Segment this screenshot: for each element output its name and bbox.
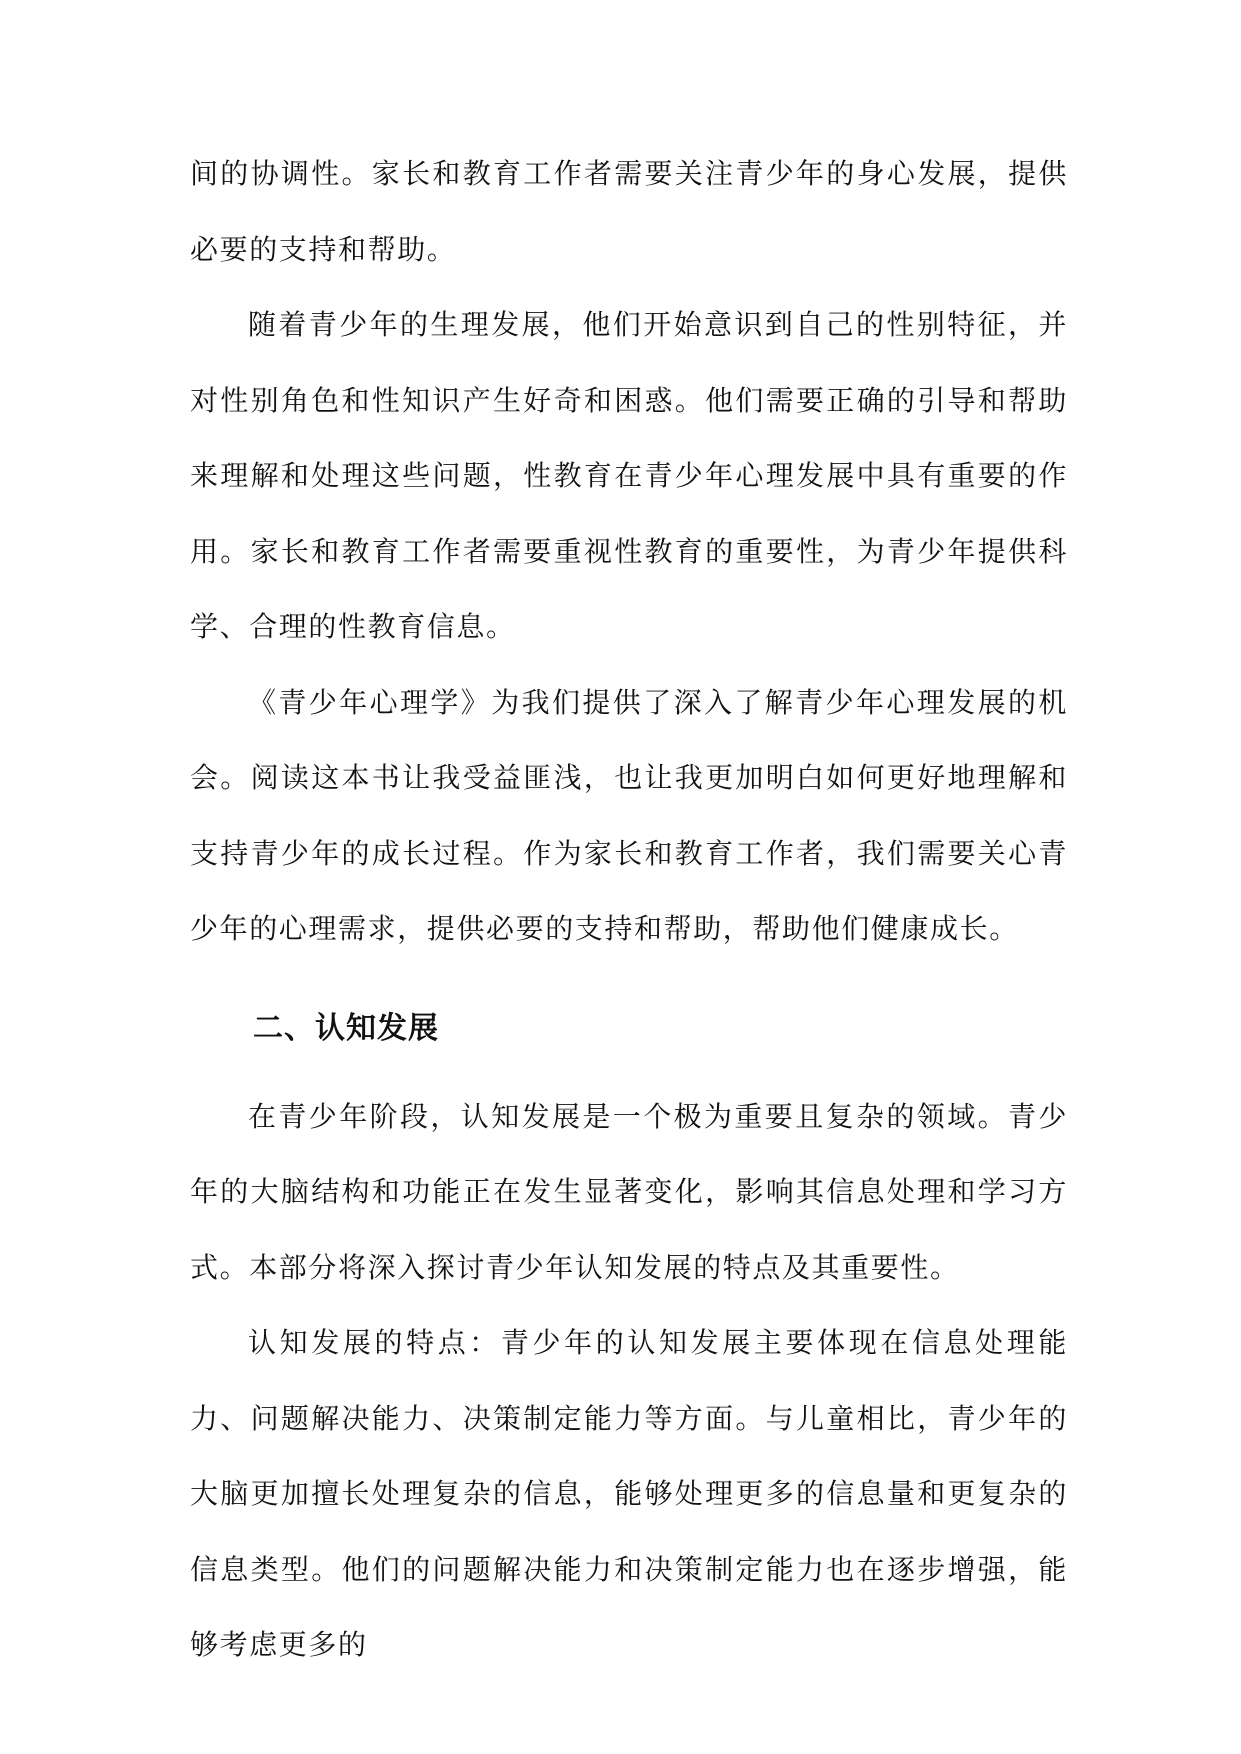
body-paragraph: 认知发展的特点：青少年的认知发展主要体现在信息处理能力、问题解决能力、决策制定能力等方面。与儿童相比，青少年的大脑更加擅长处理复杂的信息，能够处理更多的信息量和更复杂的信息类型。他们的问题解决能力和决策制定能力也在逐步增强，能够考虑更多的 bbox=[190, 1326, 1068, 1661]
document-body bbox=[190, 136, 1068, 1683]
section-heading: 二、认知发展 bbox=[253, 1010, 439, 1046]
body-paragraph: 间的协调性。家长和教育工作者需要关注青少年的身心发展，提供必要的支持和帮助。 bbox=[190, 157, 1068, 266]
body-paragraph: 在青少年阶段，认知发展是一个极为重要且复杂的领域。青少年的大脑结构和功能正在发生显著变化，影响其信息处理和学习方式。本部分将深入探讨青少年认知发展的特点及其重要性。 bbox=[190, 1099, 1068, 1284]
body-paragraph: 随着青少年的生理发展，他们开始意识到自己的性别特征，并对性别角色和性知识产生好奇和困惑。他们需要正确的引导和帮助来理解和处理这些问题，性教育在青少年心理发展中具有重要的作用。家长和教育工作者需要重视性教育的重要性，为青少年提供科学、合理的性教育信息。 bbox=[190, 308, 1068, 643]
body-paragraph: 《青少年心理学》为我们提供了深入了解青少年心理发展的机会。阅读这本书让我受益匪浅，也让我更加明白如何更好地理解和支持青少年的成长过程。作为家长和教育工作者，我们需要关心青少年的心理需求，提供必要的支持和帮助，帮助他们健康成长。 bbox=[190, 685, 1068, 945]
